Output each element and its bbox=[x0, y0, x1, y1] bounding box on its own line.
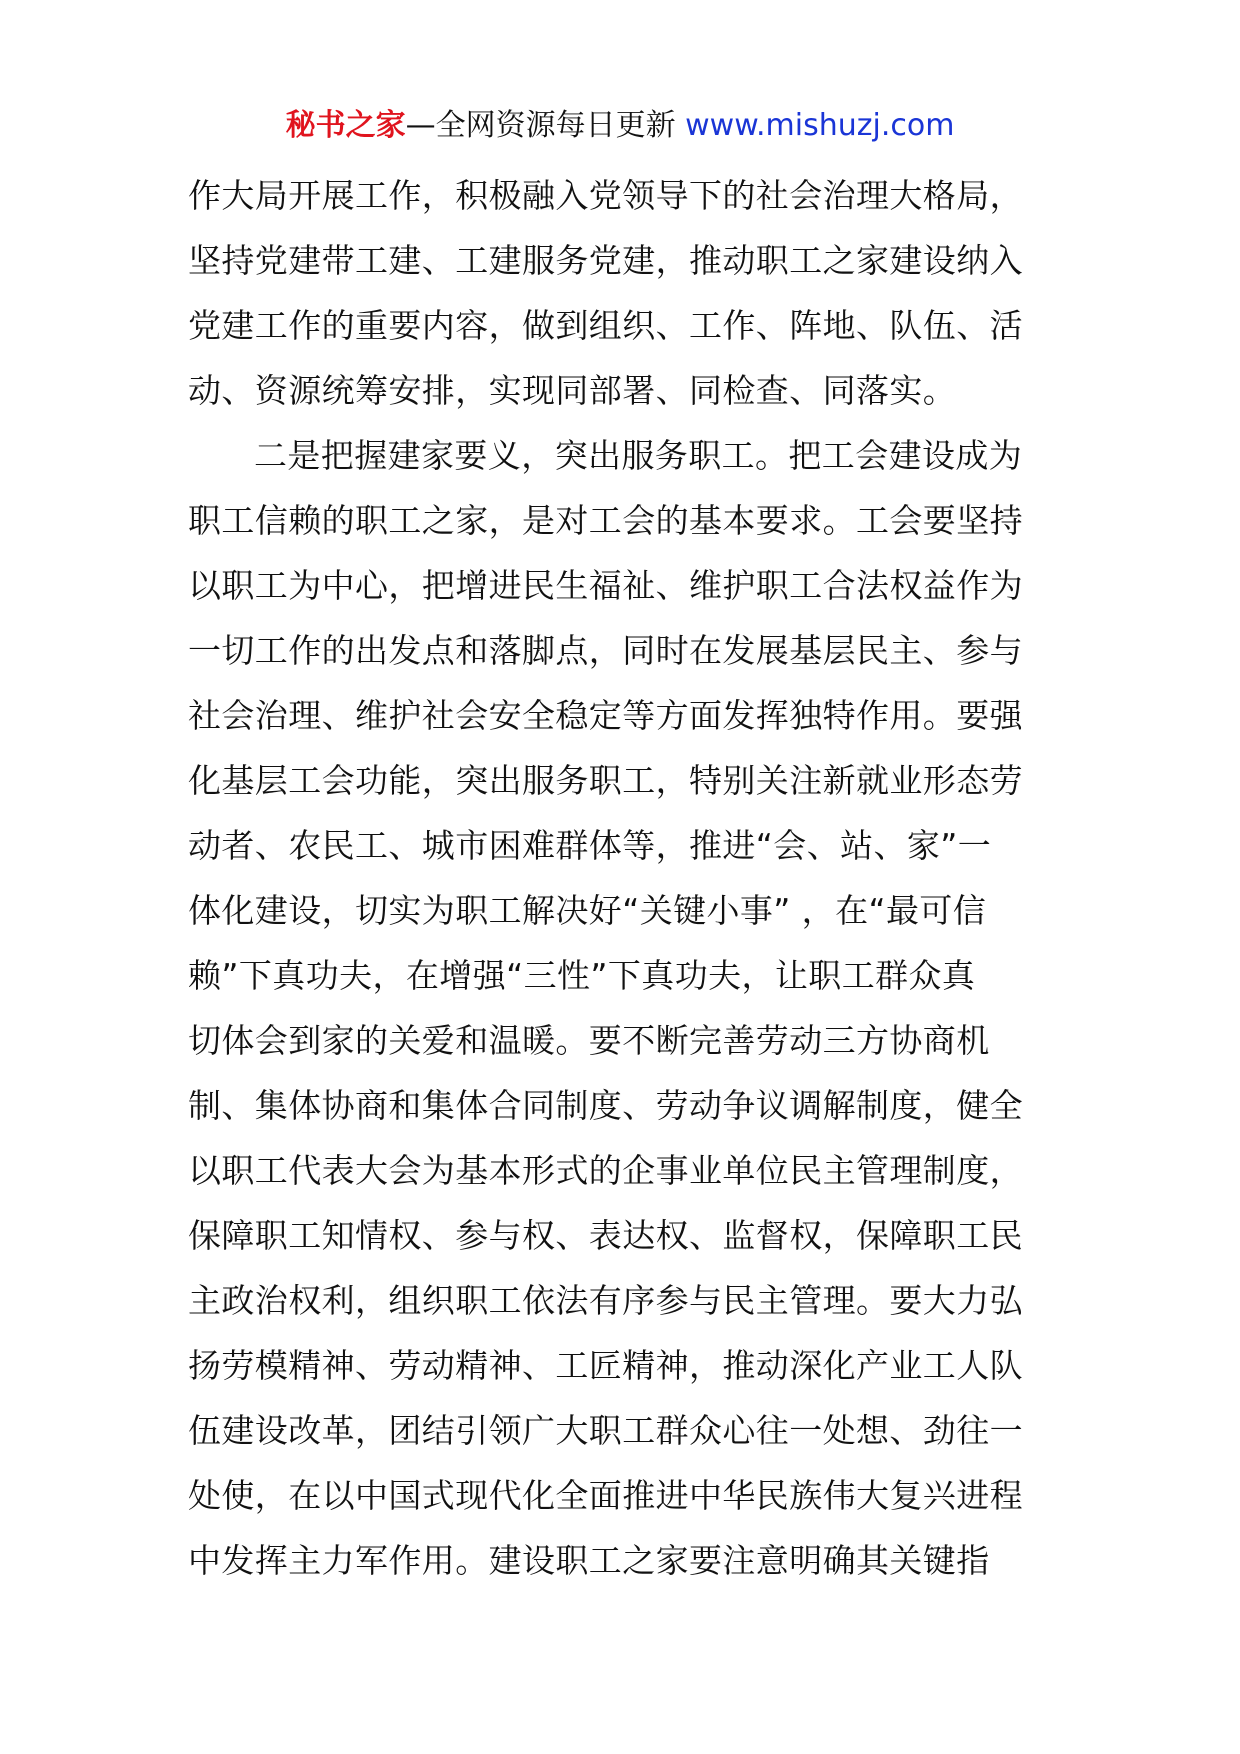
text-line: 化基层工会功能，突出服务职工，特别关注新就业形态劳 bbox=[188, 761, 1023, 800]
header-url-link[interactable]: www.mishuzj.com bbox=[685, 108, 955, 143]
text-line: 动者、农民工、城市困难群体等，推进“会、站、家”一 bbox=[188, 826, 992, 865]
text-line: 伍建设改革，团结引领广大职工群众心往一处想、劲往一 bbox=[188, 1411, 1023, 1450]
text-line: 以职工为中心，把增进民生福祉、维护职工合法权益作为 bbox=[188, 566, 1023, 605]
text-line: 以职工代表大会为基本形式的企事业单位民主管理制度， bbox=[188, 1151, 1023, 1190]
text-line: 切体会到家的关爱和温暖。要不断完善劳动三方协商机 bbox=[188, 1021, 990, 1060]
text-line: 制、集体协商和集体合同制度、劳动争议调解制度，健全 bbox=[188, 1086, 1023, 1125]
text-line: 处使，在以中国式现代化全面推进中华民族伟大复兴进程 bbox=[188, 1476, 1023, 1515]
text-line: 主政治权利，组织职工依法有序参与民主管理。要大力弘 bbox=[188, 1281, 1023, 1320]
text-line: 动、资源统筹安排，实现同部署、同检查、同落实。 bbox=[188, 371, 957, 410]
text-line: 扬劳模精神、劳动精神、工匠精神，推动深化产业工人队 bbox=[188, 1346, 1023, 1385]
header-brand: 秘书之家 bbox=[285, 108, 406, 143]
text-line: 赖”下真功夫，在增强“三性”下真功夫，让职工群众真 bbox=[188, 956, 976, 995]
paragraph-start-line: 二是把握建家要义，突出服务职工。把工会建设成为 bbox=[254, 436, 1023, 475]
text-line: 党建工作的重要内容，做到组织、工作、阵地、队伍、活 bbox=[188, 306, 1023, 345]
text-line: 作大局开展工作，积极融入党领导下的社会治理大格局， bbox=[188, 176, 1023, 215]
text-line: 职工信赖的职工之家，是对工会的基本要求。工会要坚持 bbox=[188, 501, 1023, 540]
document-body bbox=[188, 163, 1058, 1593]
text-line: 坚持党建带工建、工建服务党建，推动职工之家建设纳入 bbox=[188, 241, 1023, 280]
site-header bbox=[0, 98, 1240, 154]
text-line: 社会治理、维护社会安全稳定等方面发挥独特作用。要强 bbox=[188, 696, 1023, 735]
text-line: 一切工作的出发点和落脚点，同时在发展基层民主、参与 bbox=[188, 631, 1023, 670]
text-line: 中发挥主力军作用。建设职工之家要注意明确其关键指 bbox=[188, 1541, 990, 1580]
header-tagline: —全网资源每日更新 bbox=[405, 108, 686, 143]
text-line: 保障职工知情权、参与权、表达权、监督权，保障职工民 bbox=[188, 1216, 1023, 1255]
text-line: 体化建设，切实为职工解决好“关键小事” ，在“最可信 bbox=[188, 891, 987, 930]
